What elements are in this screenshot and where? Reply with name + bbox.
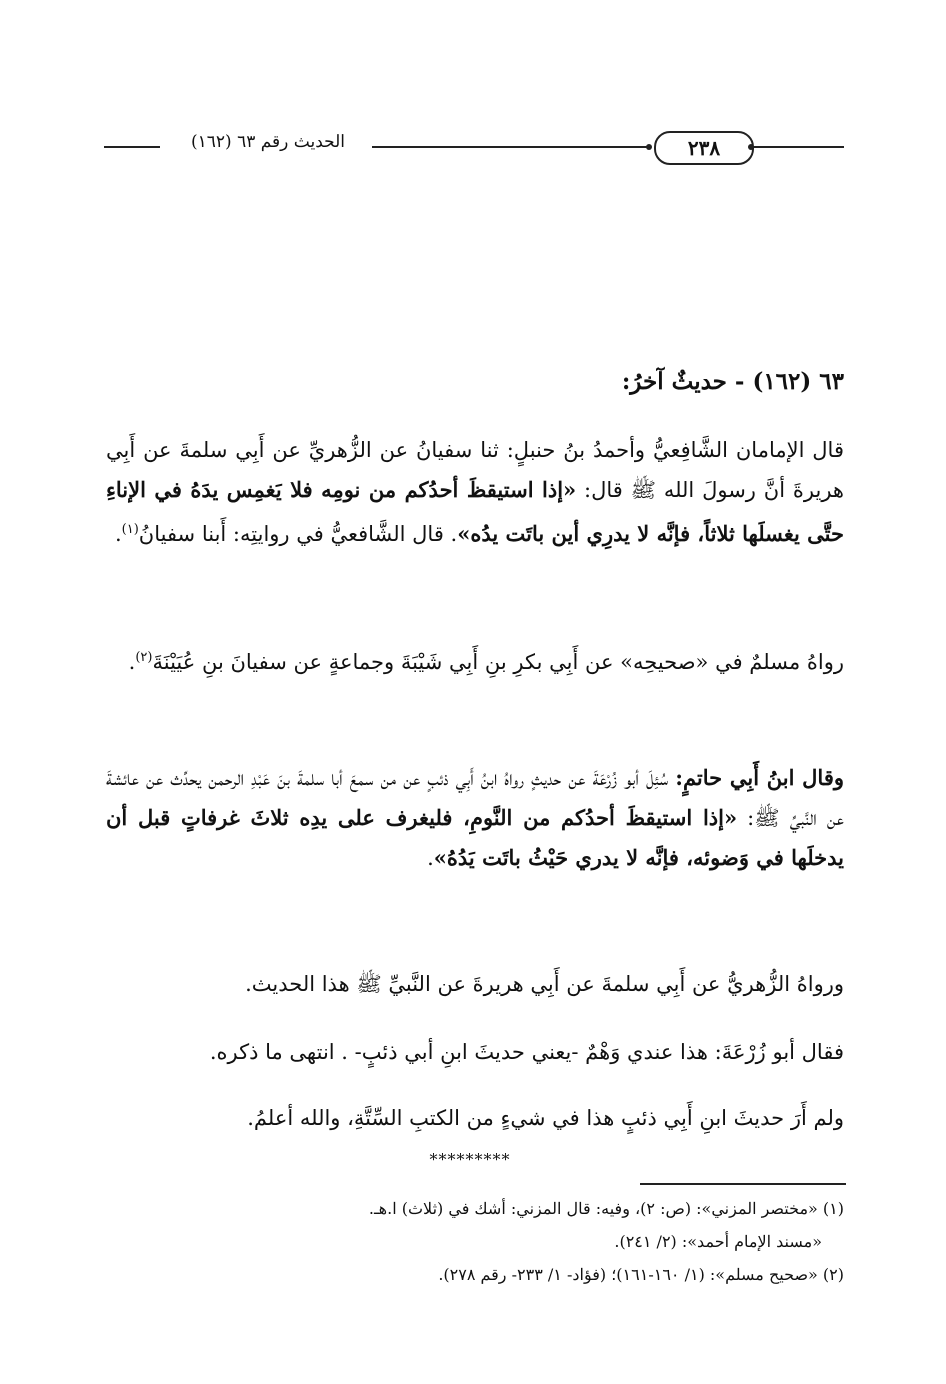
footnote-ref-1[interactable]: (١)	[121, 522, 139, 537]
paragraph-3	[106, 758, 844, 878]
paragraph-2-text: رواهُ مسلمٌ في «صحيحِه» عن أَبِي بكرِ بنِ أَبِي شَيْبَةَ وجماعةٍ عن سفيانَ بنِ عُيَيْنَةَ	[152, 650, 844, 674]
paragraph-5: فقال أبو زُرْعَةَ: هذا عندي وَهْمٌ -يعني حديثَ ابنِ أبي ذئبٍ- . انتهى ما ذكره.	[209, 1040, 844, 1064]
paragraph-1-text: قال الإمامان الشَّافِعيُّ وأحمدُ بنُ حنبلٍ: ثنا سفيانُ عن الزُّهريِّ عن أَبِي سلمةَ عن أَبِي هريرةَ أنَّ رسولَ الله ﷺ قال:	[106, 438, 844, 502]
paragraph-1-hadith: «إذا استيقظَ أحدُكم من نومِه فلا يَغمِس يدَهُ في الإناءِ حتَّى يغسلَها ثلاثاً، فإنَّه لا يدرِي أين باتَت يدُه»	[106, 477, 844, 546]
footnote-1: (١) «مختصر المزني»: (ص: ٢)، وفيه: قال المزني: أشك في (ثلاث) ا.هـ.	[368, 1199, 844, 1218]
footnote-2: (٢) «صحيح مسلم»: (١/ ١٦٠-١٦١)؛ (فؤاد- ١/ ٢٣٣- رقم ٢٧٨).	[438, 1265, 844, 1284]
footnote-ref-2[interactable]: (٢)	[135, 650, 153, 665]
paragraph-3-lead: وقال ابنُ أَبِي حاتمٍ:	[675, 765, 844, 790]
paragraph-3-hadith: «إذا استيقظَ أحدُكم من النَّومِ، فليغرف على يدِه ثلاثَ غرفاتٍ قبل أن يدخلَها في وَضوئه، فإنَّه لا يدري حَيْثُ باتَت يَدُهُ»	[106, 805, 844, 870]
running-title: الحديث رقم ٦٣ (١٦٢)	[190, 132, 346, 152]
paragraph-1	[106, 430, 844, 554]
paragraph-3-text: سُئِلَ أبو زُرْعَةَ عن حديثٍ رواهُ ابنُ أَبِي ذئبٍ عن من سمعَ أبا سلمةَ بنَ عَبْدِ الرحمن يحدِّث عن عائشةَ عن النَّبيِّ ﷺ:	[106, 766, 844, 830]
paragraph-1-end: .	[114, 522, 122, 546]
footnote-1-continued: «مسند الإمام أحمد»: (٢/ ٢٤١).	[614, 1232, 822, 1251]
hadith-heading: ٦٣ (١٦٢) - حديثٌ آخرُ:	[621, 368, 844, 395]
section-separator: *********	[429, 1150, 511, 1169]
footnote-rule	[640, 1183, 846, 1185]
paragraph-2	[106, 638, 844, 682]
header-rule-right	[752, 146, 844, 148]
page-number: ٢٣٨	[654, 131, 754, 165]
paragraph-1-text-b: . قال الشَّافعيُّ في روايتِه: أَبنا سفيانُ	[138, 522, 458, 546]
footnotes	[150, 1192, 844, 1291]
paragraph-3-end: .	[427, 846, 434, 870]
paragraph-2-end: .	[128, 650, 136, 674]
header-rule-left	[104, 146, 160, 148]
paragraph-6: ولم أَرَ حديثَ ابنِ أَبِي ذئبٍ هذا في شيءٍ من الكتبِ السِّتَّةِ، والله أعلمُ.	[247, 1106, 844, 1130]
header-rule-middle	[372, 146, 648, 148]
paragraph-4: ورواهُ الزُّهريُّ عن أَبِي سلمةَ عن أَبِي هريرةَ عن النَّبيِّ ﷺ هذا الحديث.	[245, 972, 844, 996]
